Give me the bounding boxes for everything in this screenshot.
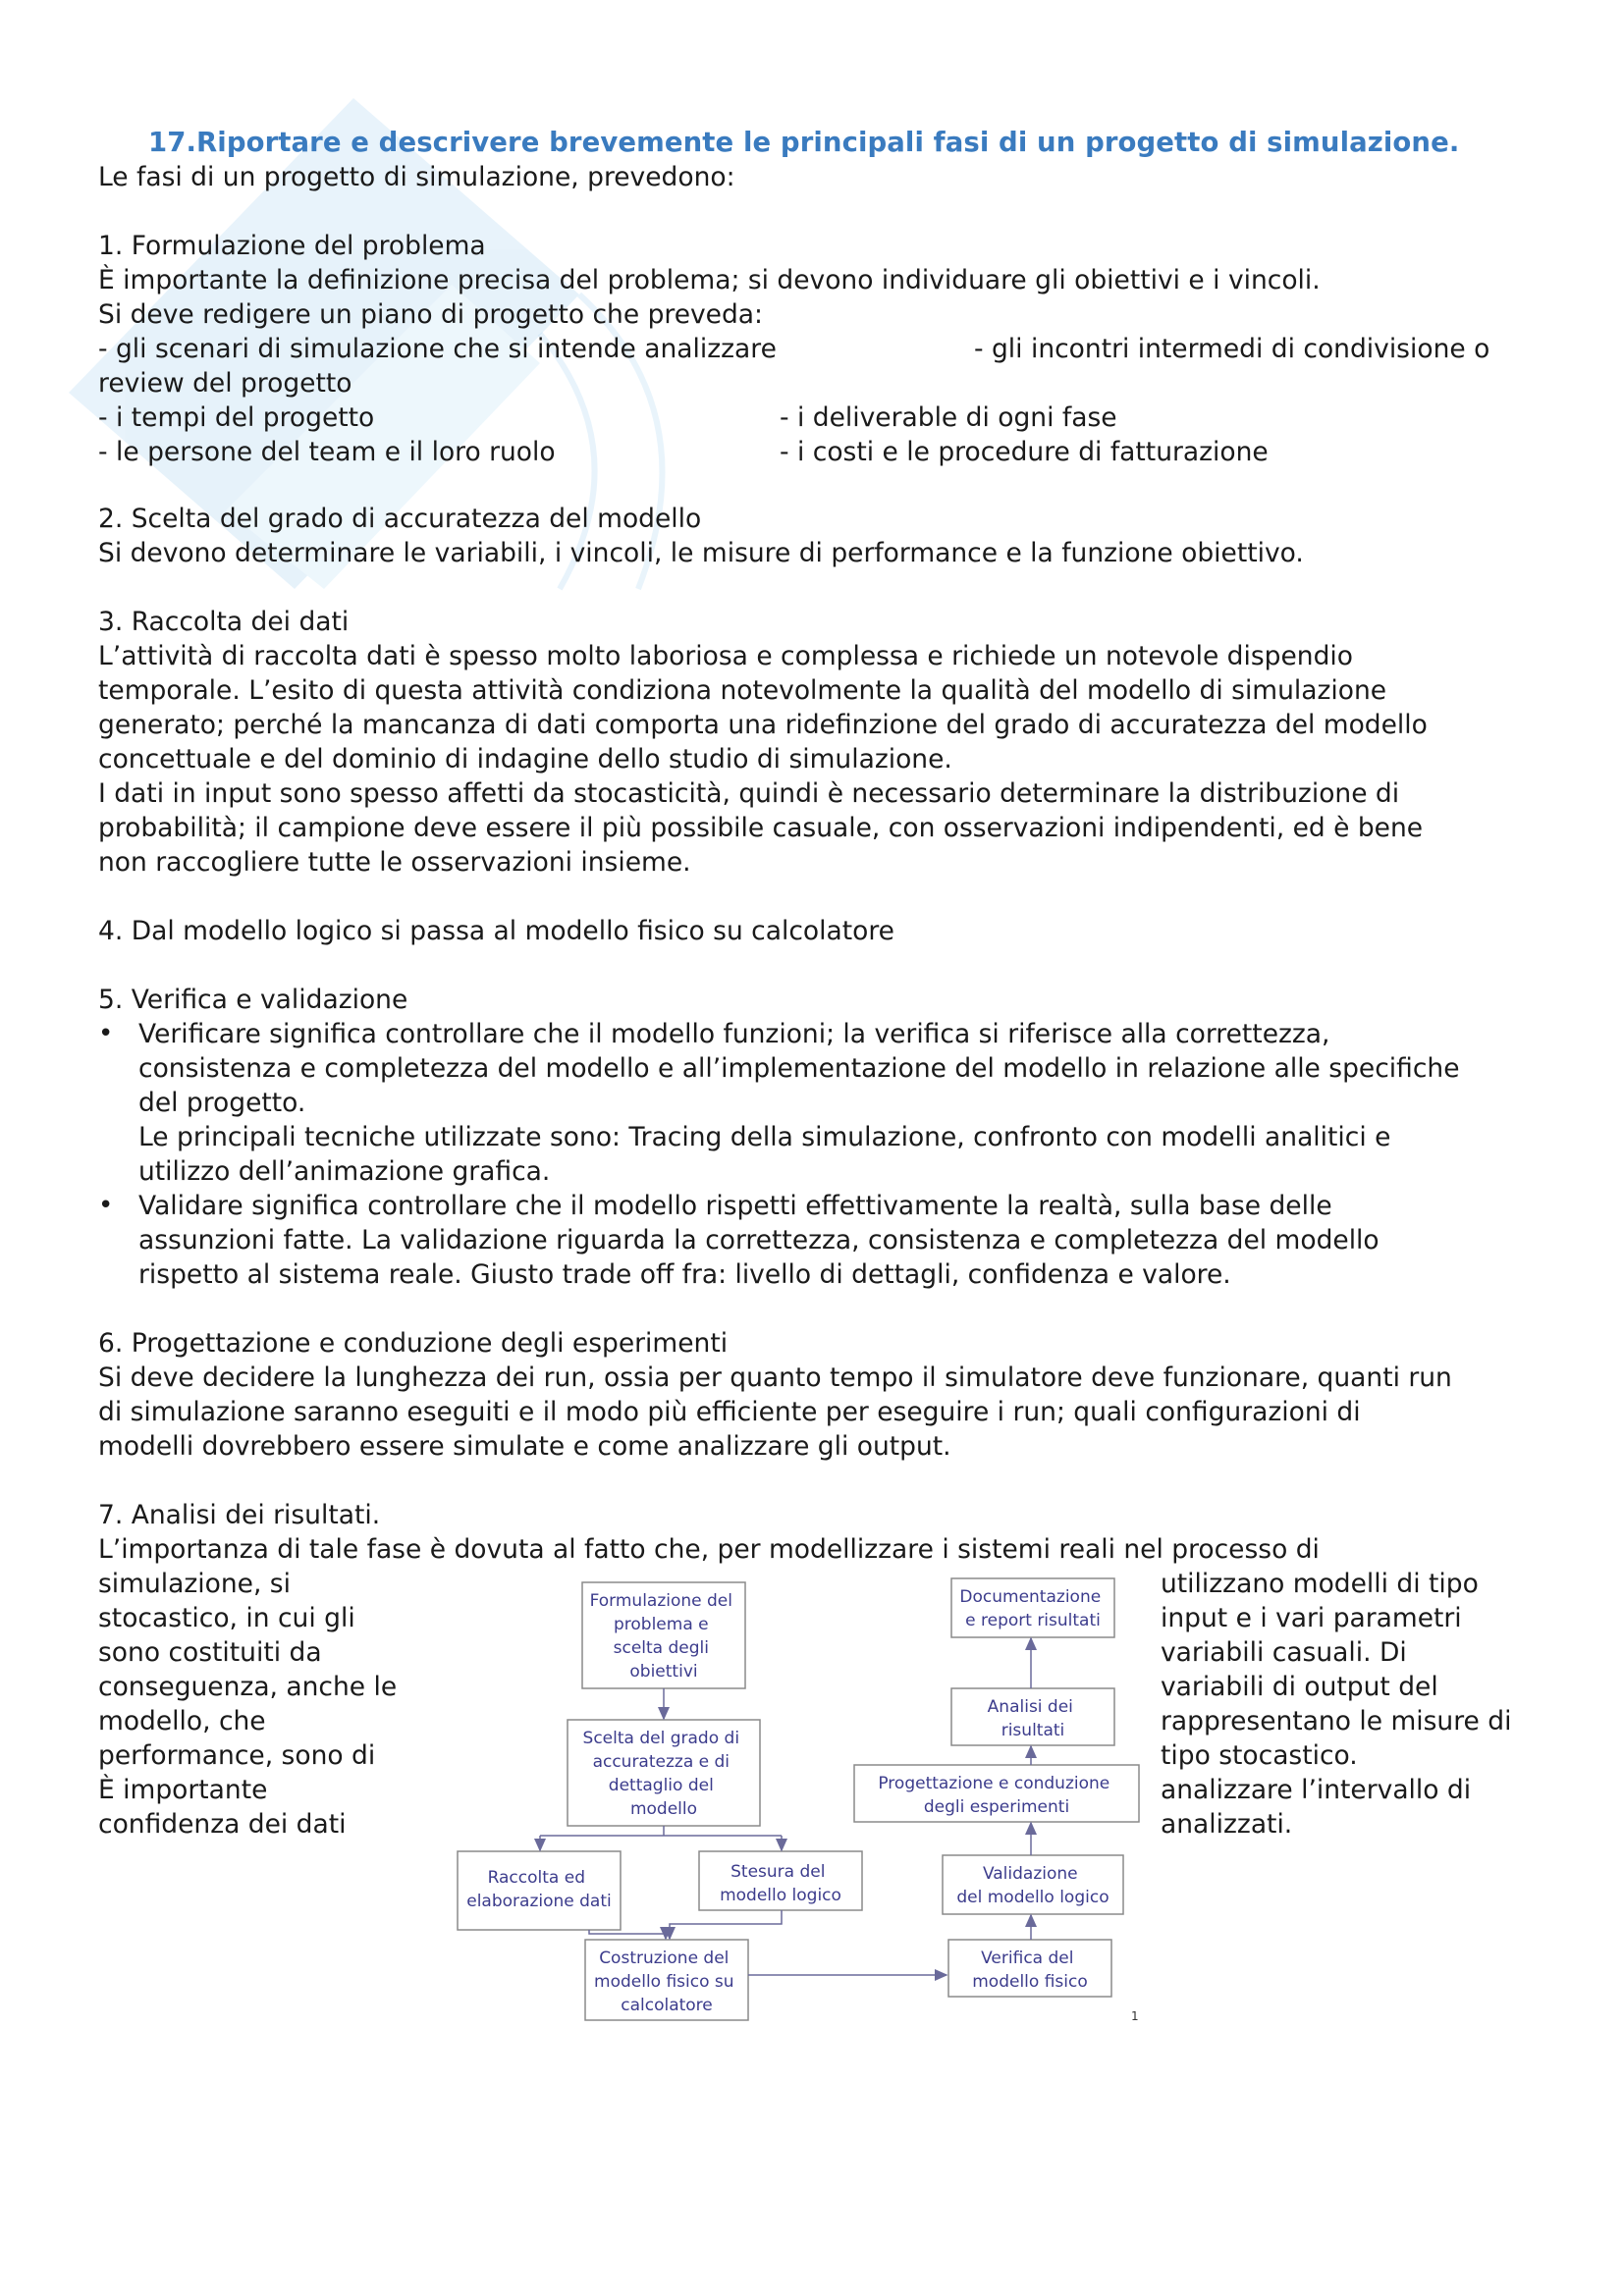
wrapped-line: analizzare l’intervallo di [1161, 1775, 1472, 1805]
section-5-heading: 5. Verifica e validazione [98, 985, 408, 1015]
section-6-line: di simulazione saranno eseguiti e il modo più efficiente per eseguire i run; quali configurazioni di [98, 1397, 1361, 1427]
label-analisi: Analisi dei risultati [987, 1697, 1073, 1740]
section-3-line: temporale. L’esito di questa attività condiziona notevolmente la qualità del modello di simulazione [98, 675, 1387, 706]
label-formulazione: Formulazione del problema e scelta degli obiettivi [589, 1591, 732, 1682]
right-wrapped-text [1161, 1567, 1553, 1842]
intro-text: Le fasi di un progetto di simulazione, prevedono: [98, 162, 735, 192]
wrapped-line: analizzati. [1161, 1809, 1293, 1840]
wrapped-text-area [98, 1567, 1542, 2023]
section-3-line: concettuale e del dominio di indagine dello studio di simulazione. [98, 744, 952, 774]
section-6-line: Si deve decidere la lunghezza dei run, ossia per quanto tempo il simulatore deve funzionare, quanti run [98, 1362, 1452, 1393]
label-costruzione: Costruzione del modello fisico su calcolatore [594, 1949, 734, 2015]
bullet-line: rispetto al sistema reale. Giusto trade off fra: livello di dettagli, confidenza e valore. [138, 1259, 1231, 1290]
wrapped-line: simulazione, si [98, 1569, 291, 1599]
wrapped-line: È importante [98, 1775, 268, 1805]
plan-item-row [98, 400, 1542, 435]
bullet-line: utilizzo dell’animazione grafica. [138, 1156, 551, 1187]
label-progettazione: Progettazione e conduzione degli esperimenti [878, 1774, 1110, 1817]
plan-item: - gli scenari di simulazione che si intende analizzare [98, 334, 777, 364]
wrapped-line: input e i vari parametri [1161, 1603, 1462, 1633]
arrow-stesura-costruzione [670, 1910, 782, 1939]
section-3-line: non raccogliere tutte le osservazioni insieme. [98, 847, 691, 878]
simulation-phases-diagram [452, 1575, 1178, 2046]
section-4-heading: 4. Dal modello logico si passa al modello fisico su calcolatore [98, 916, 894, 946]
section-1-heading: 1. Formulazione del problema [98, 231, 486, 261]
left-wrapped-text [98, 1567, 432, 1842]
bullet-verifica [98, 1017, 1542, 1189]
wrapped-line: conseguenza, anche le [98, 1672, 398, 1702]
bullet-line: consistenza e completezza del modello e all’implementazione del modello in relazione alle specifiche [138, 1053, 1460, 1084]
label-raccolta: Raccolta ed elaborazione dati [466, 1868, 612, 1911]
plan-item: - i tempi del progetto [98, 402, 375, 433]
section-1-para: Si deve redigere un piano di progetto che preveda: [98, 299, 763, 330]
bullet-line: • Verificare significa controllare che il modello funzioni; la verifica si riferisce alla correttezza, [138, 1019, 1330, 1049]
bullet-line: • Validare significa controllare che il modello rispetti effettivamente la realtà, sulla base delle [138, 1191, 1332, 1221]
section-7-line: L’importanza di tale fase è dovuta al fatto che, per modellizzare i sistemi reali nel processo di [98, 1534, 1320, 1565]
section-3-line: probabilità; il campione deve essere il più possibile casuale, con osservazioni indipendenti, ed è bene [98, 813, 1424, 843]
wrapped-line: rappresentano le misure di [1161, 1706, 1512, 1736]
section-1-para: È importante la definizione precisa del problema; si devono individuare gli obiettivi e i vincoli. [98, 265, 1321, 295]
section-3-line: L’attività di raccolta dati è spesso molto laboriosa e complessa e richiede un notevole dispendio [98, 641, 1353, 671]
arrow-scelta-split [540, 1826, 782, 1836]
section-3-line: I dati in input sono spesso affetti da stocasticità, quindi è necessario determinare la distribuzione di [98, 778, 1400, 809]
wrapped-line: confidenza dei dati [98, 1809, 347, 1840]
verification-list [98, 1017, 1542, 1292]
wrapped-line: sono costituiti da [98, 1637, 322, 1668]
label-verifica: Verifica del modello fisico [972, 1949, 1088, 1992]
plan-item: - le persone del team e il loro ruolo [98, 437, 556, 467]
bullet-line: Le principali tecniche utilizzate sono: Tracing della simulazione, confronto con modelli analitici e [138, 1122, 1391, 1152]
wrapped-line: stocastico, in cui gli [98, 1603, 355, 1633]
plan-item-row [98, 435, 1542, 469]
plan-item: - gli incontri intermedi di condivisione o [974, 334, 1490, 364]
box-raccolta [458, 1851, 621, 1930]
bullet-line: del progetto. [138, 1088, 306, 1118]
section-6-heading: 6. Progettazione e conduzione degli esperimenti [98, 1328, 729, 1359]
section-3-heading: 3. Raccolta dei dati [98, 607, 350, 637]
wrapped-line: tipo stocastico. [1161, 1740, 1358, 1771]
label-documentazione: Documentazione e report risultati [959, 1587, 1102, 1630]
section-6-line: modelli dovrebbero essere simulate e come analizzare gli output. [98, 1431, 951, 1462]
wrapped-line: variabili casuali. Di [1161, 1637, 1407, 1668]
arrow-raccolta-costruzione [589, 1930, 666, 1939]
section-2-para: Si devono determinare le variabili, i vincoli, le misure di performance e la funzione obiettivo. [98, 538, 1304, 568]
section-7-heading: 7. Analisi dei risultati. [98, 1500, 381, 1530]
bullet-validazione [98, 1189, 1542, 1292]
plan-item-row [98, 332, 1542, 366]
question-title: 17.Riportare e descrivere brevemente le principali fasi di un progetto di simulazione. [148, 127, 1460, 158]
wrapped-line: performance, sono di [98, 1740, 376, 1771]
document-body [98, 126, 1542, 2023]
wrapped-line: utilizzano modelli di tipo [1161, 1569, 1479, 1599]
bullet-line: assunzioni fatte. La validazione riguarda la correttezza, consistenza e completezza del modello [138, 1225, 1380, 1255]
wrapped-line: modello, che [98, 1706, 266, 1736]
section-2-heading: 2. Scelta del grado di accuratezza del modello [98, 504, 702, 534]
label-scelta: Scelta del grado di accuratezza e di dettaglio del modello [582, 1729, 740, 1819]
diagram-page-number: 1 [1131, 2009, 1139, 2023]
plan-item: - i costi e le procedure di fatturazione [780, 437, 1269, 467]
wrapped-line: variabili di output del [1161, 1672, 1438, 1702]
section-3-line: generato; perché la mancanza di dati comporta una ridefinzione del grado di accuratezza del modello [98, 710, 1428, 740]
label-stesura: Stesura del modello logico [720, 1862, 841, 1905]
plan-item: - i deliverable di ogni fase [780, 402, 1117, 433]
label-validazione: Validazione del modello logico [956, 1864, 1109, 1907]
plan-item: review del progetto [98, 368, 352, 399]
